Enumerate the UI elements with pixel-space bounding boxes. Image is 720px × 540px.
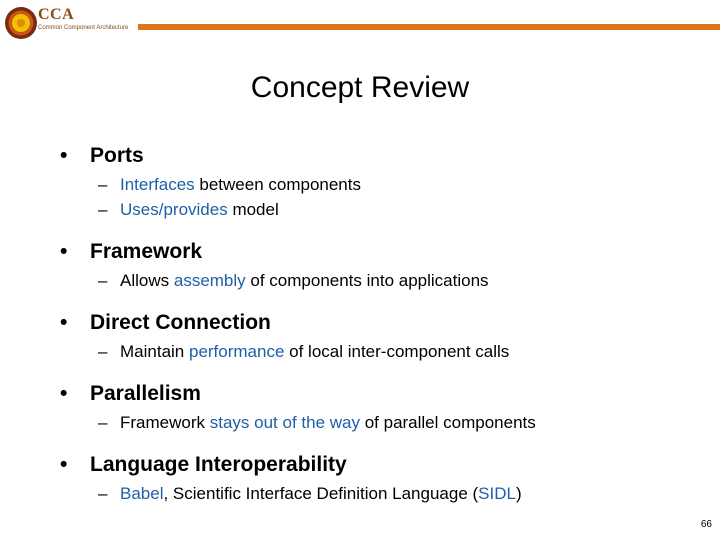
- sub-bullet-text: [120, 481, 522, 506]
- page-number: 66: [700, 519, 712, 530]
- bullet-dot-icon: •: [60, 382, 68, 405]
- highlighted-term: Babel: [120, 484, 164, 503]
- sub-bullet-segment: between components: [194, 175, 361, 194]
- sub-bullet-item: [98, 197, 536, 222]
- sub-bullet-segment: Framework: [120, 413, 210, 432]
- logo-subtitle: Common Component Architecture: [38, 25, 129, 31]
- sub-bullet-segment: ): [515, 484, 522, 503]
- highlighted-term: performance: [188, 342, 285, 361]
- sub-bullet-segment: Allows: [120, 271, 174, 290]
- bullet-item: [60, 378, 536, 435]
- sub-bullet-dash-icon: –: [98, 342, 108, 361]
- bullet-label: Framework: [90, 240, 203, 263]
- highlighted-term: Interfaces: [120, 175, 195, 194]
- sub-bullet-dash-icon: –: [98, 200, 108, 219]
- sub-bullet-segment: of parallel components: [359, 413, 536, 432]
- header-accent-bar: [138, 24, 720, 30]
- sub-bullet-item: [98, 339, 536, 364]
- sub-bullet-dash-icon: –: [98, 413, 108, 432]
- sub-bullet-dash-icon: –: [98, 271, 108, 290]
- bullet-item: [60, 307, 536, 364]
- sub-bullet-dash-icon: –: [98, 175, 108, 194]
- sub-bullet-dash-icon: –: [98, 484, 108, 503]
- sub-bullet-item: [98, 481, 536, 506]
- logo-text: CCA: [38, 6, 75, 23]
- sub-bullet-item: [98, 410, 536, 435]
- sub-bullet-segment: , Scientific Interface Definition Language (: [163, 484, 479, 503]
- slide-title: Concept Review: [250, 71, 470, 104]
- sub-bullet-item: [98, 172, 536, 197]
- bullet-label: Parallelism: [90, 382, 201, 405]
- bullet-dot-icon: •: [60, 311, 68, 334]
- sub-bullet-segment: model: [227, 200, 279, 219]
- sub-bullet-item: [98, 268, 536, 293]
- highlighted-term: SIDL: [478, 484, 516, 503]
- bullet-dot-icon: •: [60, 240, 68, 263]
- bullet-label: Direct Connection: [90, 311, 271, 334]
- sub-bullet-segment: of local inter-component calls: [284, 342, 510, 361]
- sub-bullet-text: [120, 268, 489, 293]
- highlighted-term: assembly: [173, 271, 246, 290]
- highlighted-term: stays out of the way: [209, 413, 360, 432]
- bullet-label: Ports: [90, 144, 144, 167]
- bullet-item: [60, 449, 536, 506]
- bullet-dot-icon: •: [60, 144, 68, 167]
- sub-bullet-segment: Maintain: [120, 342, 189, 361]
- highlighted-term: Uses/provides: [120, 200, 228, 219]
- sub-bullet-text: [120, 197, 279, 222]
- cca-logo-icon: [4, 6, 38, 40]
- bullet-dot-icon: •: [60, 453, 68, 476]
- sub-bullet-text: [120, 339, 509, 364]
- sub-bullet-segment: of components into applications: [245, 271, 489, 290]
- bullet-item: [60, 236, 536, 293]
- bullet-label: Language Interoperability: [90, 453, 347, 476]
- sub-bullet-text: [120, 172, 361, 197]
- bullet-list: [60, 140, 536, 506]
- sub-bullet-text: [120, 410, 536, 435]
- bullet-item: [60, 140, 536, 222]
